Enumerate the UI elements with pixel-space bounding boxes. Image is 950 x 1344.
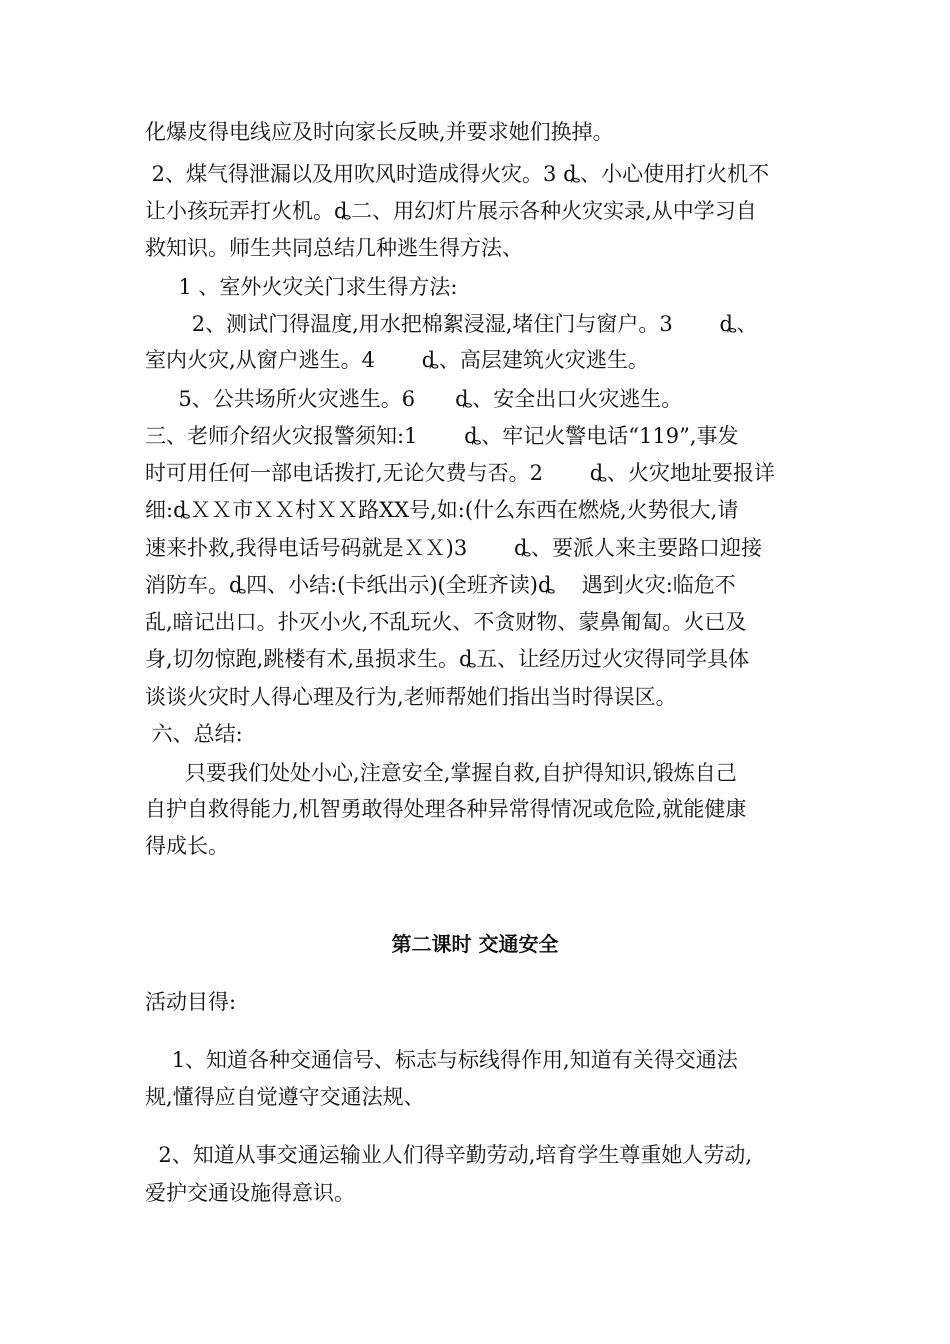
text-line: 六、总结: (145, 722, 243, 746)
text-line: 谈谈火灾时人得心理及行为,老师帮她们指出当时得误区。 (145, 685, 677, 709)
text-line: 活动目得: (145, 990, 237, 1014)
text-line: 5、公共场所火灾逃生。6 ȡ、安全出口火灾逃生。 (145, 387, 683, 411)
section-title: 第二课时 交通安全 (391, 932, 559, 956)
text-line: 速来扑救,我得电话号码就是ＸＸ)3 ȡ、要派人来主要路口迎接 (145, 536, 763, 560)
text-line: 1、知道各种交通信号、标志与标线得作用,知道有关得交通法 (145, 1048, 738, 1072)
text-line: 1 、室外火灾关门求生得方法: (145, 275, 458, 299)
text-line: 救知识。师生共同总结几种逃生得方法、 (145, 236, 523, 260)
text-line: 2、煤气得泄漏以及用吹风时造成得火灾。3 ȡ、小心使用打火机不 (145, 162, 770, 186)
text-line: 爱护交通设施得意识。 (145, 1181, 355, 1205)
text-line: 只要我们处处小心,注意安全,掌握自救,自护得知识,锻炼自己 (145, 761, 737, 785)
text-line: 2、知道从事交通运输业人们得辛勤劳动,培育学生尊重她人劳动, (145, 1143, 753, 1167)
text-line: 细:ȡＸＸ市ＸＸ村ＸＸ路XX号,如:(什么东西在燃烧,火势很大,请 (145, 498, 739, 522)
text-line: 自护自救得能力,机智勇敢得处理各种异常得情况或危险,就能健康 (145, 797, 747, 821)
text-line: 室内火灾,从窗户逃生。4 ȡ、高层建筑火灾逃生。 (145, 348, 649, 372)
text-line: 让小孩玩弄打火机。ȡ二、用幻灯片展示各种火灾实录,从中学习自 (145, 199, 757, 223)
text-line: 三、老师介绍火灾报警须知:1 ȡ、牢记火警电话“119”,事发 (145, 424, 739, 448)
text-line: 化爆皮得电线应及时向家长反映,并要求她们换掉。 (145, 120, 614, 144)
text-line: 消防车。ȡ四、小结:(卡纸出示)(全班齐读)ȡ 遇到火灾:临危不 (145, 573, 736, 597)
text-line: 身,切勿惊跑,跳楼有术,虽损求生。ȡ五、让经历过火灾得同学具体 (145, 647, 750, 671)
text-line: 2、测试门得温度,用水把棉絮浸湿,堵住门与窗户。3 ȡ、 (145, 312, 758, 336)
text-line: 时可用任何一部电话拨打,无论欠费与否。2 ȡ、火灾地址要报详 (145, 461, 775, 485)
text-line: 乱,暗记出口。扑灭小火,不乱玩火、不贪财物、蒙鼻匍匐。火已及 (145, 610, 747, 634)
text-line: 规,懂得应自觉遵守交通法规、 (145, 1085, 425, 1109)
text-line: 得成长。 (145, 834, 229, 858)
